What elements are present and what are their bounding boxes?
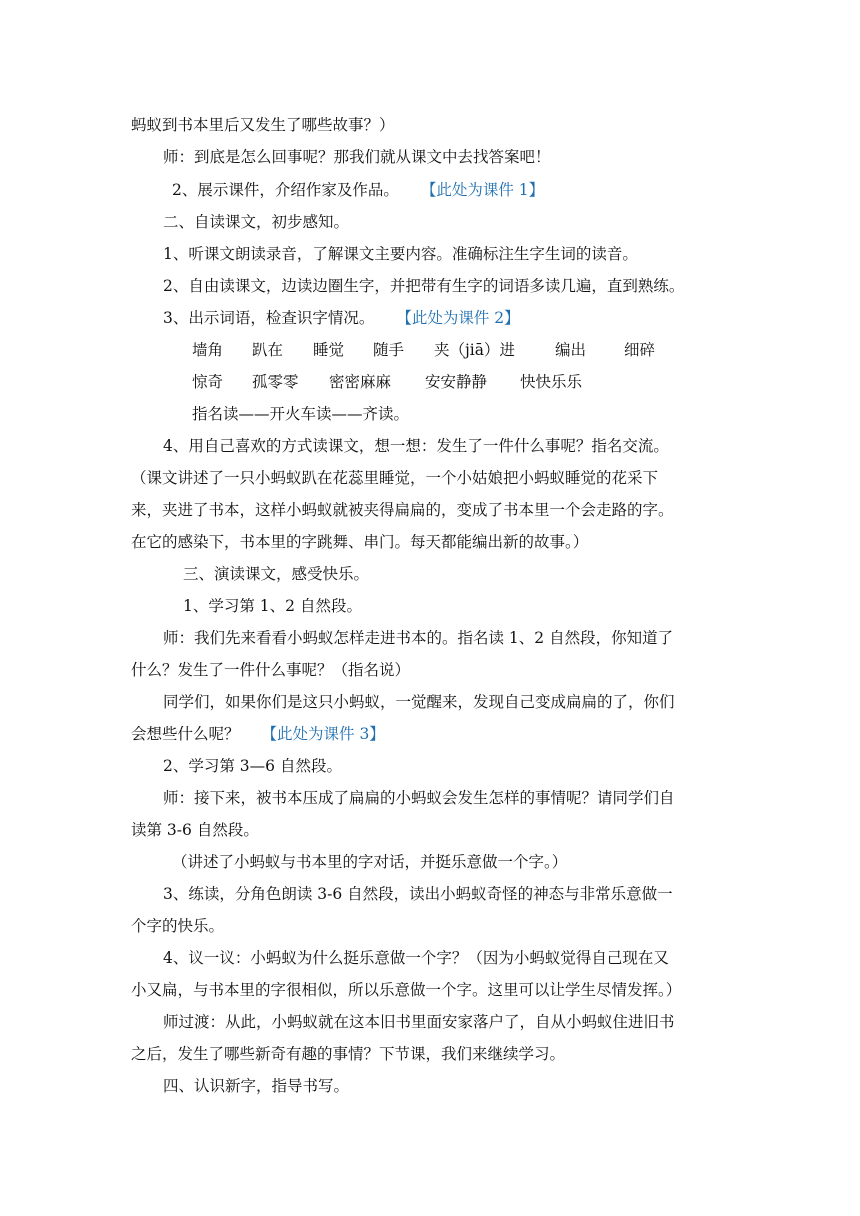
vocab-word: 编出	[555, 341, 587, 359]
paragraph-summary-line3: 在它的感染下，书本里的字跳舞、串门。每天都能编出新的故事。）	[131, 533, 589, 551]
paragraph-step-2	[172, 180, 544, 200]
paragraph-teacher-look-line2: 什么？发生了一件什么事呢？（指名说）	[131, 661, 411, 679]
paragraph-free-read: 2、自由读课文，边读边圈生字，并把带有生字的词语多读几遍，直到熟练。	[163, 277, 685, 295]
vocab-word: 细碎	[624, 341, 656, 359]
paragraph-transition-line1: 师过渡：从此，小蚂蚁就在这本旧书里面安家落户了，自从小蚂蚁住进旧书	[163, 1013, 675, 1031]
vocab-word: 随手	[373, 341, 405, 359]
paragraph-practice-line2: 个字的快乐。	[131, 917, 225, 935]
paragraph-next-line2: 读第 3-6 自然段。	[131, 821, 259, 839]
paragraph-learn-3-6: 2、学习第 3—6 自然段。	[163, 757, 342, 775]
paragraph-summary-line2: 来，夹进了书本，这样小蚂蚁就被夹得扁扁的，变成了书本里一个会走路的字。	[131, 501, 674, 519]
paragraph-students-line1: 同学们，如果你们是这只小蚂蚁，一觉醒来，发现自己变成扁扁的了，你们	[163, 693, 675, 711]
students-line2-text: 会想些什么呢？	[131, 725, 240, 743]
section-heading-3: 三、演读课文，感受快乐。	[183, 565, 370, 583]
courseware-2-link[interactable]: 【此处为课件 2】	[396, 309, 520, 327]
paragraph-teacher-intro: 师：到底是怎么回事呢？那我们就从课文中去找答案吧！	[163, 148, 551, 166]
paragraph-own-way: 4、用自己喜欢的方式读课文，想一想：发生了一件什么事呢？指名交流。	[163, 437, 669, 455]
vocab-word: 睡觉	[313, 341, 345, 359]
paragraph-transition-line2: 之后，发生了哪些新奇有趣的事情？下节课，我们来继续学习。	[131, 1045, 566, 1063]
paragraph-show-words	[163, 308, 520, 328]
vocab-word: 孤零零	[252, 373, 299, 391]
paragraph-students-line2	[131, 724, 385, 744]
vocab-word: 墙角	[192, 341, 224, 359]
show-words-text: 3、出示词语，检查识字情况。	[163, 309, 375, 327]
vocab-word: 夹（jiā）进	[434, 341, 516, 359]
paragraph-continuation: 蚂蚁到书本里后又发生了哪些故事？）	[131, 116, 395, 134]
section-heading-4: 四、认识新字，指导书写。	[163, 1077, 350, 1095]
paragraph-dialogue-note: （讲述了小蚂蚁与书本里的字对话，并挺乐意做一个字。）	[172, 853, 568, 871]
paragraph-discuss-line2: 小又扁，与书本里的字很相似，所以乐意做一个字。这里可以让学生尽情发挥。）	[131, 981, 682, 999]
paragraph-summary-line1: （课文讲述了一只小蚂蚁趴在花蕊里睡觉，一个小姑娘把小蚂蚁睡觉的花采下	[131, 469, 659, 487]
vocab-word: 安安静静	[425, 373, 488, 391]
courseware-1-link[interactable]: 【此处为课件 1】	[420, 181, 545, 199]
vocab-word: 趴在	[252, 341, 284, 359]
paragraph-discuss-line1: 4、议一议：小蚂蚁为什么挺乐意做一个字？（因为小蚂蚁觉得自己现在又	[163, 949, 669, 967]
paragraph-practice-line1: 3、练读，分角色朗读 3-6 自然段，读出小蚂蚁奇怪的神态与非常乐意做一	[163, 885, 673, 903]
paragraph-reading-order: 指名读——开火车读——齐读。	[192, 405, 410, 423]
vocab-word: 密密麻麻	[329, 373, 392, 391]
courseware-3-link[interactable]: 【此处为课件 3】	[261, 725, 385, 743]
paragraph-teacher-look-line1: 师：我们先来看看小蚂蚁怎样走进书本的。指名读 1、2 自然段，你知道了	[163, 629, 674, 647]
step-2-text: 2、展示课件，介绍作家及作品。	[172, 181, 399, 199]
paragraph-next-line1: 师：接下来，被书本压成了扁扁的小蚂蚁会发生怎样的事情呢？请同学们自	[163, 789, 675, 807]
paragraph-listen: 1、听课文朗读录音，了解课文主要内容。准确标注生字生词的读音。	[163, 245, 638, 263]
paragraph-learn-1-2: 1、学习第 1、2 自然段。	[183, 597, 362, 615]
vocab-word: 惊奇	[192, 373, 224, 391]
section-heading-2: 二、自读课文，初步感知。	[163, 213, 350, 231]
vocab-word: 快快乐乐	[520, 373, 583, 391]
